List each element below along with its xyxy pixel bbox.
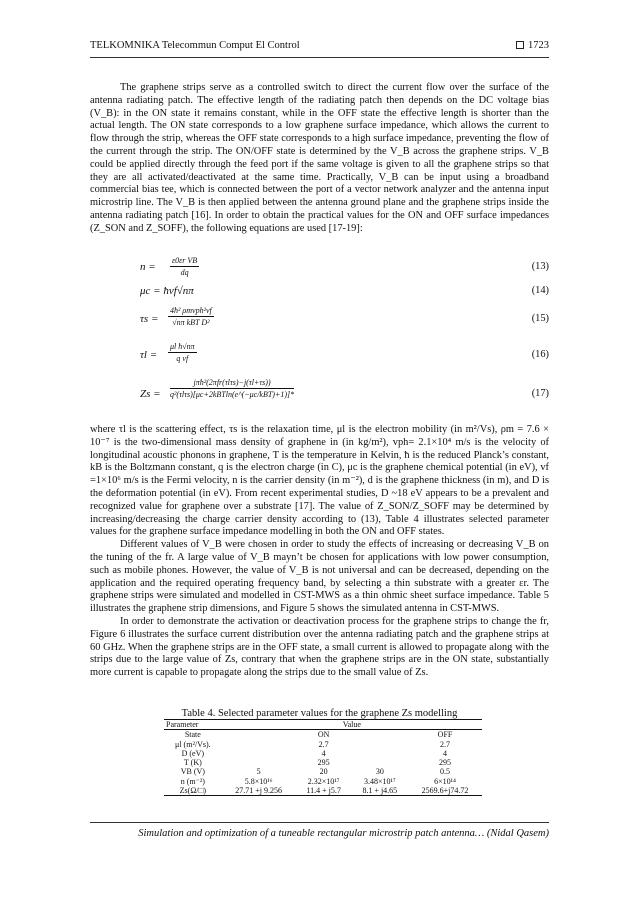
equation-17 bbox=[140, 378, 549, 412]
equation-16-number: (16) bbox=[531, 349, 549, 360]
equation-14-expression: μc = ħvf√nπ bbox=[140, 285, 194, 297]
table-cell: 295 bbox=[439, 758, 452, 768]
table-cell: Zs(Ω/□) bbox=[164, 786, 222, 796]
table-cell: 8.1 + j4.65 bbox=[352, 786, 408, 796]
table-row bbox=[164, 786, 482, 796]
table-4 bbox=[164, 719, 482, 796]
table-cell: 5.8×10¹⁶ bbox=[244, 776, 273, 786]
table-cell: VB (V) bbox=[180, 767, 205, 777]
journal-name: TELKOMNIKA Telecommun Comput El Control bbox=[90, 40, 300, 51]
table-row bbox=[164, 767, 482, 776]
table-row bbox=[164, 740, 482, 749]
equation-16-fraction bbox=[168, 342, 197, 363]
table-cell: 11.4 + j5.7 bbox=[296, 786, 352, 796]
equation-17-fraction bbox=[170, 378, 294, 399]
table-cell: 0.5 bbox=[440, 767, 451, 777]
paragraph-2: where τl is the scattering effect, τs is the relaxation time, μl is the electron mobility (in m²/Vs), ρm = 7.6 × 10⁻⁷ is the two-dimensional mass density of graphene in (in kg/m²), vph= 2.1×10⁴ m/s is the velocity of longitudinal acoustic phonons in graphene, T is the temperature in Kelvin, ħ is the reduced Planck’s constant, kB is the Boltzmann constant, q is the electron charge (in C), μc is the graphene chemical potential (in eV), vf =1×10⁶ m/s is the Fermi velocity, n is the carrier density (in m⁻²), d is the graphene thickness (in m), and D is the deformation potential (in eV). From recent experimental studies, D ~18 eV appears to be a prevalent and recognized value for graphene over a substrate [17]. The value of Z_SON/Z_SOFF may be determined by increasing/decreasing the charge carrier density according to (13), Table 4 illustrates selected parameter values for the graphene surface impedance modelling in both the ON and OFF states. bbox=[90, 424, 549, 538]
equation-17-number: (17) bbox=[531, 388, 549, 399]
table-4-header-row bbox=[164, 720, 482, 730]
table-cell: 6×10¹⁴ bbox=[434, 776, 456, 786]
table-cell: 5 bbox=[256, 767, 261, 777]
table-cell: 2.32×10¹⁷ bbox=[307, 776, 340, 786]
header-rule bbox=[90, 57, 549, 58]
table-row bbox=[164, 730, 482, 740]
equation-17-lhs: Zs = bbox=[140, 388, 161, 400]
equation-15-number: (15) bbox=[531, 313, 549, 324]
equation-17-denominator: q²(τlτs)[μc+2kBTln(e^(−μc/kBT)+1)]* bbox=[170, 390, 295, 399]
table-cell: T (K) bbox=[183, 758, 202, 768]
table-cell bbox=[352, 749, 408, 758]
page-footer: Simulation and optimization of a tuneable rectangular microstrip patch antenna… (Nidal Qasem) bbox=[138, 828, 549, 839]
table-cell bbox=[352, 758, 408, 767]
table-4-header-parameter: Parameter bbox=[164, 720, 222, 730]
table-cell: D (eV) bbox=[181, 748, 205, 758]
table-cell: ON bbox=[317, 730, 330, 740]
paragraph-3: Different values of V_B were chosen in order to study the effects of increasing or decreasing V_B on the tuning of the fr. A large value of V_B mayn’t be chosen for applications with low power consumption, such as mobile phones. However, the value of V_B is not universal and can be decreased, depending on the application and the required operating frequency band, by selecting a thin substrate with a greater εr. The graphene strips were simulated and modelled in CST-MWS as a thin ohmic sheet surface impedance. Table 5 illustrates the graphene strip dimensions, and Figure 5 shows the simulated antenna in CST-MWS. bbox=[90, 539, 549, 615]
table-row bbox=[164, 777, 482, 786]
equation-16-denominator: q vf bbox=[176, 354, 189, 363]
table-4-header-value: Value bbox=[222, 720, 482, 730]
table-cell bbox=[352, 730, 408, 740]
table-cell bbox=[222, 749, 296, 758]
equation-13-number: (13) bbox=[531, 261, 549, 272]
table-cell: 2.7 bbox=[318, 739, 329, 749]
equation-17-numerator: jπħ²(2πfr(τlτs)−j(τl+τs)) bbox=[170, 378, 294, 389]
table-cell: 4 bbox=[321, 748, 326, 758]
equation-15-numerator: 4ħ² ρmvph²vf bbox=[170, 306, 212, 315]
paragraph-1: The graphene strips serve as a controlled switch to direct the current flow over the surface of the antenna radiating patch. The effective length of the radiating patch then depends on the DC voltage bias (V_B): in the ON state it remains constant, while in the OFF state the effective length is shorter than the actual length. The ON state corresponds to a low graphene surface impedance, which allows the current to flow through the strip, whereas the OFF state corresponds to a high surface impedance, preventing the flow of the current through the strip. The ON/OFF state is determined by the V_B across the graphene strips. V_B could be applied directly through the feed port if the same voltage is given to all the graphene strips so that they are all activated/deactivated at the same time. Practically, V_B can be input using a broadband commercial bias tee, which is connected between the port of a vector network analyzer and the antenna input microstrip line. The V_B is then applied between the antenna ground plane and the graphene strips inside the antenna radiating patch [16]. In order to obtain the practical values for the ON and OFF surface impedances (Z_SON and Z_SOFF), the following equations are used [17-19]: bbox=[90, 82, 549, 234]
equation-15-denominator: √nπ kBT D² bbox=[172, 318, 210, 327]
table-4-caption: Table 4. Selected parameter values for the graphene Zs modelling bbox=[181, 708, 458, 719]
equation-16-numerator: μl ħ√nπ bbox=[170, 342, 195, 351]
table-row bbox=[164, 749, 482, 758]
equation-13 bbox=[140, 256, 549, 280]
page-number-block bbox=[516, 40, 549, 51]
table-cell: State bbox=[184, 730, 201, 740]
equation-14 bbox=[140, 285, 549, 301]
table-cell: 27.71 +j 9.256 bbox=[222, 786, 296, 796]
footer-rule bbox=[90, 822, 549, 823]
equation-16 bbox=[140, 342, 549, 368]
equation-13-numerator: ε0εr VB bbox=[172, 256, 198, 265]
table-cell: n (m⁻²) bbox=[180, 776, 205, 786]
table-cell: 3.48×10¹⁷ bbox=[363, 776, 396, 786]
table-cell: 2.7 bbox=[440, 739, 451, 749]
equation-15 bbox=[140, 306, 549, 332]
page-number: 1723 bbox=[528, 40, 549, 51]
checkbox-icon bbox=[516, 41, 524, 49]
body-text-top bbox=[90, 82, 549, 236]
table-cell: 4 bbox=[443, 748, 448, 758]
table-row bbox=[164, 758, 482, 767]
table-cell bbox=[222, 740, 296, 749]
paragraph-4: In order to demonstrate the activation or deactivation process for the graphene strips to change the fr, Figure 6 illustrates the surface current distribution over the antenna radiating patch and the graphene strips at 60 GHz. When the graphene strips are in the OFF state, a small current is allowed to propagate along with the strips due to the large value of Zs, contrary that when the graphene strips are in the ON state, substantially more current is capable to propagate along the strips due to the small value of Zs. bbox=[90, 615, 549, 679]
equation-13-fraction bbox=[170, 256, 199, 277]
equation-16-lhs: τl = bbox=[140, 349, 158, 361]
page-header bbox=[90, 40, 549, 58]
table-cell: 20 bbox=[319, 767, 328, 777]
equation-15-fraction bbox=[168, 306, 214, 327]
table-cell: OFF bbox=[437, 730, 453, 740]
equation-14-number: (14) bbox=[531, 285, 549, 296]
table-cell: 30 bbox=[375, 767, 384, 777]
equation-15-lhs: τs = bbox=[140, 313, 159, 325]
table-cell: μl (m²/Vs). bbox=[175, 739, 211, 749]
table-cell bbox=[352, 740, 408, 749]
table-cell: 295 bbox=[317, 758, 330, 768]
table-cell bbox=[222, 758, 296, 767]
body-text-bottom bbox=[90, 424, 549, 680]
table-cell: 2569.6+j74.72 bbox=[408, 786, 482, 796]
table-cell bbox=[222, 730, 296, 740]
equation-13-denominator: dq bbox=[180, 268, 189, 277]
equation-13-lhs: n = bbox=[140, 261, 156, 273]
